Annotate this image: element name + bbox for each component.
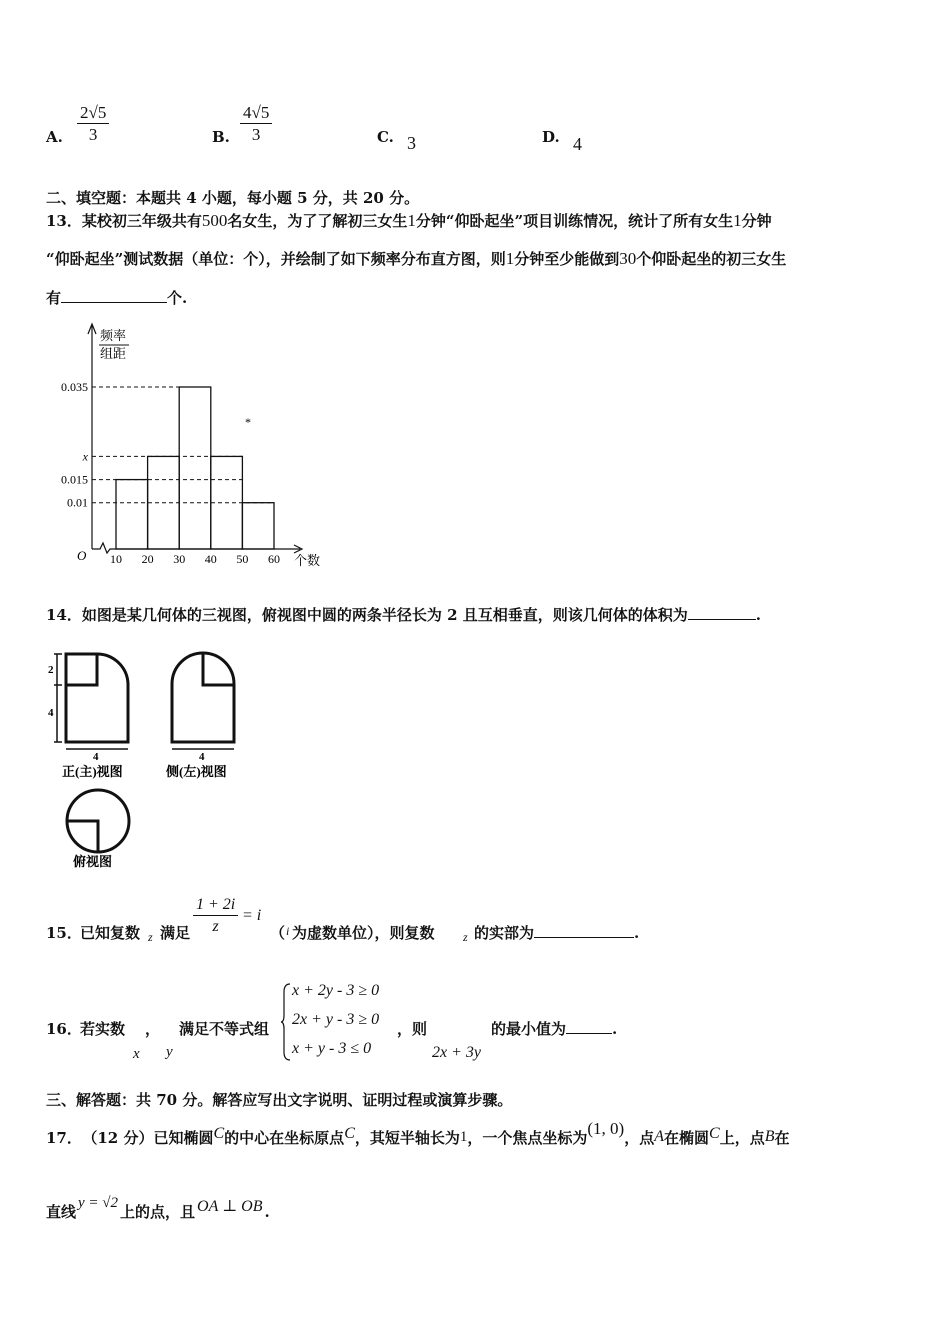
q13-number: 13． [46, 212, 82, 230]
dim-4-side-label: 4 [199, 751, 205, 763]
y-tick-label-2: x [82, 449, 88, 464]
q13-count: 500 [201, 211, 228, 230]
q16-text-d [491, 1018, 617, 1039]
q17-C: C [213, 1125, 225, 1142]
q13-text: 个. [167, 289, 188, 307]
q14-number: 14． [46, 606, 82, 624]
q15-text-b: 满足 [160, 924, 191, 942]
q13-line2 [46, 248, 786, 269]
histogram-chart [50, 318, 340, 573]
q14-end: . [755, 606, 761, 624]
q17-text: ，点 [624, 1129, 655, 1147]
q16-comma: ， [145, 1020, 161, 1038]
q15-text: 的实部为 [474, 924, 535, 942]
q16-text: 的最小值为 [491, 1020, 567, 1038]
option-d-letter: D. [542, 128, 560, 146]
dim-2-label: 2 [48, 664, 54, 676]
xlabel: 个数 [294, 553, 321, 568]
top-view-label: 俯视图 [73, 854, 113, 869]
q15-fraction [193, 895, 238, 938]
q15-frac-top: 1 + 2i [193, 895, 238, 916]
q17-C: C [709, 1125, 720, 1142]
option-c-value: 3 [407, 133, 416, 153]
q16-expr: 2x + 3y [432, 1044, 481, 1061]
x-tick-label-1: 10 [110, 552, 122, 566]
ylabel-top: 频率 [100, 328, 127, 343]
q13-answer-blank[interactable] [61, 288, 167, 303]
q16-ineq-1: x + 2y - 3 ≥ 0 [292, 982, 380, 999]
q15-text-d [474, 922, 639, 943]
q17-one: 1 [459, 1129, 468, 1145]
q13-text: “仰卧起坐”测试数据（单位：个），并绘制了如下频率分布直方图，则 [46, 250, 506, 268]
q13-line1 [46, 210, 772, 231]
q14-answer-blank[interactable] [688, 605, 756, 620]
histogram-bar-5 [242, 503, 274, 549]
q13-text: 名女生，为了了解初三女生 [227, 212, 408, 230]
q15-frac-bot: z [212, 918, 219, 935]
q17-text: . [264, 1203, 270, 1221]
option-a-denominator: 3 [88, 125, 98, 144]
option-b-letter: B. [212, 128, 230, 146]
q15-z2: z [463, 930, 468, 944]
x-tick-label-5: 50 [236, 552, 249, 566]
q13-text: 个仰卧起坐的初三女生 [636, 250, 787, 268]
histogram-bar-3 [179, 387, 211, 549]
q15-number: 15． [46, 924, 82, 942]
q17-text: 上的点，且 [120, 1203, 196, 1221]
option-a-fraction [77, 103, 109, 146]
dim-4-front-label: 4 [93, 751, 99, 763]
y-tick-label-4: 0.01 [67, 495, 88, 510]
q17-text: 直线 [46, 1203, 77, 1221]
side-view-label: 侧(左)视图 [166, 764, 227, 779]
q13-num: 1 [505, 249, 515, 268]
q16-text-a: 若实数 [80, 1020, 126, 1038]
q17-A: A [654, 1128, 665, 1145]
q17-B: B [764, 1128, 775, 1145]
q17-text: ，一个焦点坐标为 [467, 1129, 588, 1147]
q13-text: 分钟“仰卧起坐”项目训练情况，统计了所有女生 [415, 212, 734, 230]
q17-line1 [46, 1119, 790, 1148]
stray-dot: * [245, 415, 251, 429]
q13-num: 1 [733, 211, 742, 230]
q15-answer-blank[interactable] [534, 923, 634, 938]
q14-line [46, 604, 761, 625]
q13-line3 [46, 287, 187, 308]
option-c-letter: C. [377, 128, 394, 146]
q16-brace [280, 982, 292, 1062]
x-tick-label-2: 20 [141, 552, 154, 566]
q16-ineq-3: x + y - 3 ≤ 0 [292, 1040, 372, 1057]
q16-text-c: ，则 [397, 1020, 428, 1038]
q15-text-a: 已知复数 [80, 924, 141, 942]
q17-text: ，其短半轴长为 [354, 1129, 460, 1147]
histogram-bar-1 [116, 480, 148, 549]
q13-text: 有 [46, 289, 62, 307]
section2-heading: 二、填空题：本题共 4 小题，每小题 5 分，共 20 分。 [46, 189, 420, 207]
q17-number: 17． [46, 1129, 82, 1147]
x-tick-label-3: 30 [173, 552, 186, 566]
option-b-numerator: 4√5 [240, 103, 272, 124]
q16-end: . [612, 1020, 618, 1038]
q15-text-c: 为虚数单位），则复数 [292, 924, 435, 942]
option-b-denominator: 3 [251, 125, 261, 144]
q15-eq: = i [242, 907, 262, 924]
q17-text: 上，点 [719, 1129, 765, 1147]
q17-text: 在椭圆 [664, 1129, 710, 1147]
q14-text: 如图是某几何体的三视图，俯视图中圆的两条半径长为 2 且互相垂直，则该几何体的体积为 [81, 606, 688, 624]
front-view-inner [66, 654, 97, 685]
q17-perp: OA ⊥ OB [197, 1198, 263, 1215]
q17-line-eq: y = √2 [78, 1195, 119, 1211]
q17-line2 [46, 1195, 270, 1222]
q16-text-b: 满足不等式组 [179, 1020, 270, 1038]
q15-z: z [148, 930, 153, 944]
q16-number: 16． [46, 1020, 82, 1038]
q16-x: x [133, 1046, 140, 1062]
q17-text: 已知椭圆 [153, 1129, 214, 1147]
option-a-numerator: 2√5 [77, 103, 109, 124]
q17-focus: (1, 0) [587, 1119, 625, 1138]
x-tick-label-4: 40 [204, 552, 217, 566]
section3-heading: 三、解答题：共 70 分。解答应写出文字说明、证明过程或演算步骤。 [46, 1091, 513, 1109]
q16-answer-blank[interactable] [566, 1019, 612, 1034]
q13-text: 分钟至少能做到 [514, 250, 620, 268]
y-tick-label-1: 0.035 [61, 380, 88, 394]
q13-num: 1 [407, 211, 416, 230]
q13-text: 某校初三年级共有 [81, 212, 202, 230]
q17-text: 在 [774, 1129, 790, 1147]
x-tick-label-6: 60 [268, 552, 280, 566]
ylabel-bottom: 组距 [100, 346, 127, 361]
q17-text: 的中心在坐标原点 [224, 1129, 345, 1147]
q16-ineq-2: 2x + y - 3 ≥ 0 [292, 1011, 380, 1028]
q15-paren: （ [270, 924, 286, 942]
q17-score: （12 分） [89, 1129, 154, 1147]
front-view-label: 正(主)视图 [62, 764, 123, 779]
origin-label: O [77, 548, 87, 563]
option-a-letter: A. [46, 128, 63, 146]
q13-text: 分钟 [741, 212, 772, 230]
q13-num: 30 [619, 249, 637, 268]
q15-i: i [286, 924, 290, 938]
q16-y: y [166, 1044, 173, 1060]
option-b-fraction [240, 103, 272, 146]
option-d-value: 4 [573, 134, 582, 154]
y-tick-label-3: 0.015 [61, 472, 88, 487]
dim-4-height-label: 4 [48, 707, 54, 719]
q17-C: C [344, 1125, 355, 1142]
q15-end: . [634, 924, 640, 942]
three-views-figure [46, 648, 256, 873]
